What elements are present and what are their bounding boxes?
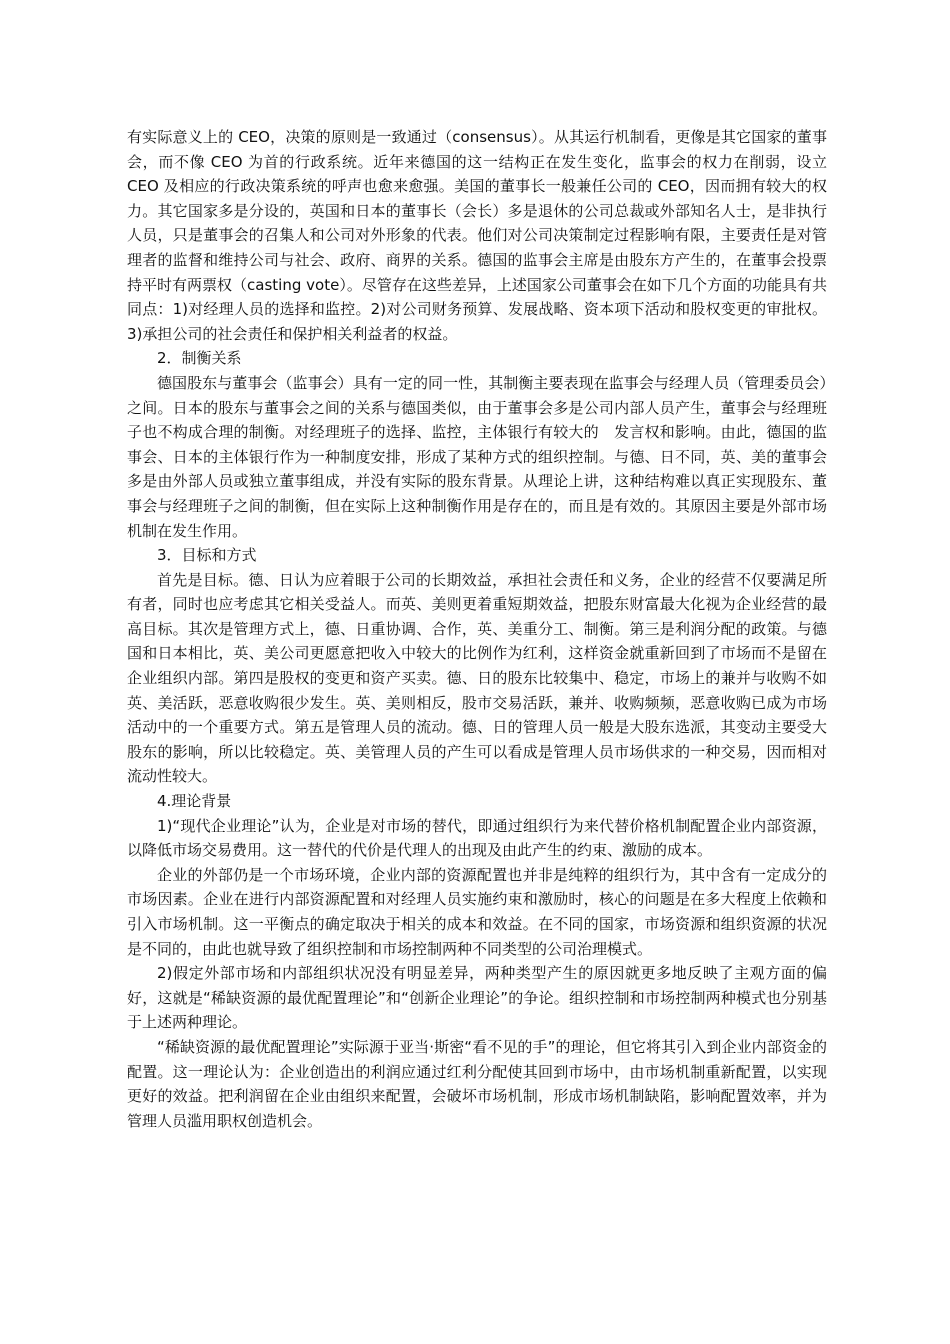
- paragraph-goals-methods: 首先是目标。德、日认为应着眼于公司的长期效益，承担社会责任和义务，企业的经营不仅要满足所有者，同时也应考虑其它相关受益人。而英、美则更着重短期效益，把股东财富最大化视为企业经营的最高目标。其次是管理方式上，德、日重协调、合作，英、美重分工、制衡。第三是利润分配的政策。与德国和日本相比，英、美公司更愿意把收入中较大的比例作为红利，这样资金就重新回到了市场而不是留在企业组织内部。第四是股权的变更和资产买卖。德、日的股东比较集中、稳定，市场上的兼并与收购不如英、美活跃，恶意收购很少发生。英、美则相反，股市交易活跃，兼并、收购频频，恶意收购已成为市场活动中的一个重要方式。第五是管理人员的流动。德、日的管理人员一般是大股东选派，其变动主要受大股东的影响，所以比较稳定。英、美管理人员的产生可以看成是管理人员市场供求的一种交易，因而相对流动性较大。: [127, 570, 827, 786]
- section-heading-goals-methods: 3．目标和方式: [157, 546, 257, 565]
- paragraph-external-market: 企业的外部仍是一个市场环境，企业内部的资源配置也并非是纯粹的组织行为，其中含有一定成分的市场因素。企业在进行内部资源配置和对经理人员实施约束和激励时，核心的问题是在多大程度上依赖和引入市场机制。这一平衡点的确定取决于相关的成本和效益。在不同的国家，市场资源和组织资源的状况是不同的，由此也就导致了组织控制和市场控制两种不同类型的公司治理模式。: [127, 865, 827, 958]
- document-body: [127, 125, 827, 1133]
- paragraph-checks-balances: 德国股东与董事会（监事会）具有一定的同一性，其制衡主要表现在监事会与经理人员（管理委员会）之间。日本的股东与董事会之间的关系与德国类似，由于董事会多是公司内部人员产生，董事会与经理班子也不构成合理的制衡。对经理班子的选择、监控，主体银行有较大的 发言权和影响。由此，德国的监事会、日本的主体银行作为一种制度安排，形成了某种方式的组织控制。与德、日不同，英、美的董事会多是由外部人员或独立董事组成，并没有实际的股东背景。从理论上讲，这种结构难以真正实现股东、董事会与经理班子之间的制衡，但在实际上这种制衡作用是存在的，而且是有效的。其原因主要是外部市场机制在发生作用。: [127, 373, 827, 540]
- paragraph-modern-firm-theory: 1)“现代企业理论”认为，企业是对市场的替代，即通过组织行为来代替价格机制配置企业内部资源，以降低市场交易费用。这一替代的代价是代理人的出现及由此产生的约束、激励的成本。: [127, 816, 827, 860]
- paragraph-scarce-resource-theory: “稀缺资源的最优配置理论”实际源于亚当·斯密“看不见的手”的理论，但它将其引入到企业内部资金的配置。这一理论认为：企业创造出的利润应通过红利分配使其回到市场中，由市场机制重新配置，以实现更好的效益。把利润留在企业由组织来配置，会破坏市场机制，形成市场机制缺陷，影响配置效率，并为管理人员滥用职权创造机会。: [127, 1037, 827, 1130]
- paragraph-board-structure: 有实际意义上的 CEO，决策的原则是一致通过（consensus）。从其运行机制看，更像是其它国家的董事会，而不像 CEO 为首的行政系统。近年来德国的这一结构正在发生变化，监事会的权力在削弱，设立 CEO 及相应的行政决策系统的呼声也愈来愈强。美国的董事长一般兼任公司的 CEO，因而拥有较大的权力。其它国家多是分设的，英国和日本的董事长（会长）多是退休的公司总裁或外部知名人士，是非执行人员，只是董事会的召集人和公司对外形象的代表。他们对公司决策制定过程影响有限，主要责任是对管理者的监督和维持公司与社会、政府、商界的关系。德国的监事会主席是由股东方产生的，在董事会投票持平时有两票权（casting vote）。尽管存在这些差异，上述国家公司董事会在如下几个方面的功能具有共同点：1)对经理人员的选择和监控。2)对公司财务预算、发展战略、资本项下活动和股权变更的审批权。3)承担公司的社会责任和保护相关利益者的权益。: [127, 128, 827, 343]
- section-heading-checks-balances: 2．制衡关系: [157, 349, 242, 368]
- paragraph-assumption: 2)假定外部市场和内部组织状况没有明显差异，两种类型产生的原因就更多地反映了主观方面的偏好，这就是“稀缺资源的最优配置理论”和“创新企业理论”的争论。组织控制和市场控制两种模式也分别基于上述两种理论。: [127, 964, 827, 1032]
- section-heading-theory: 4.理论背景: [157, 792, 232, 811]
